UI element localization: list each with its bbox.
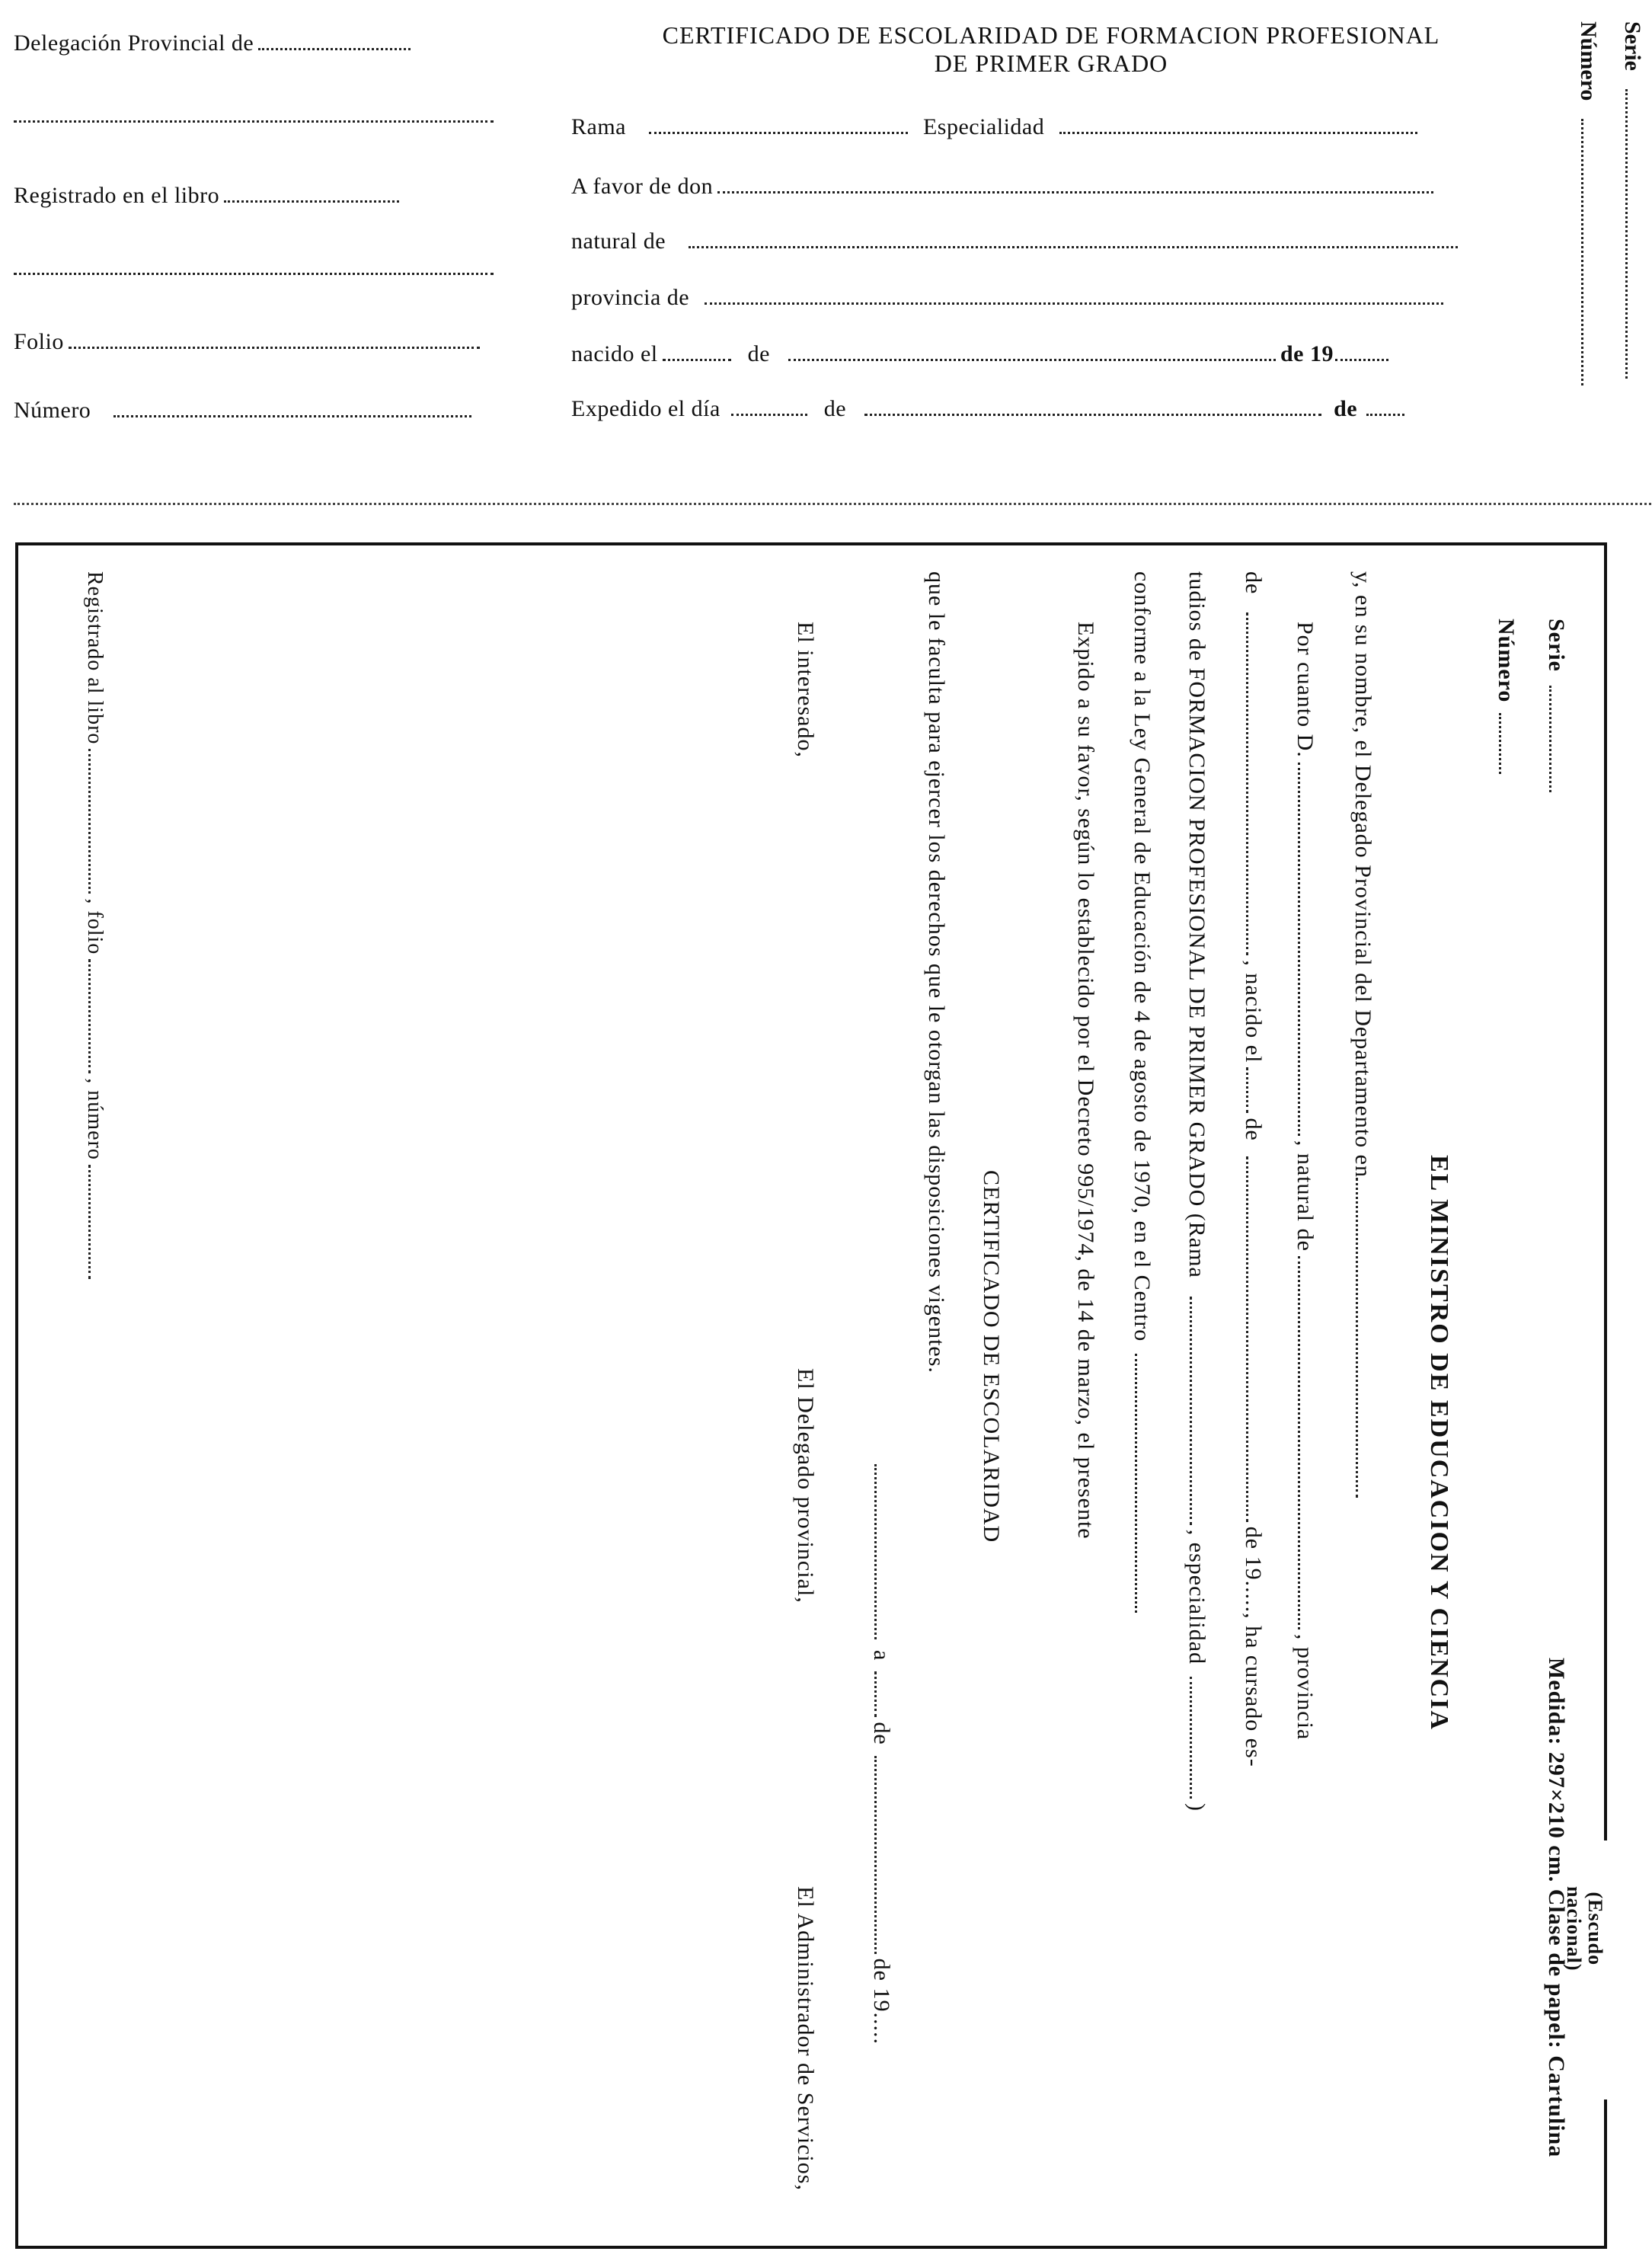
- stub-registrado: [14, 183, 404, 209]
- fill-line[interactable]: [649, 132, 908, 134]
- fill-line[interactable]: [69, 347, 480, 349]
- fill-line[interactable]: [1190, 1677, 1192, 1799]
- fill-line[interactable]: [705, 302, 1443, 305]
- stub-natural-label: natural de: [571, 229, 666, 254]
- fill-line[interactable]: [258, 48, 411, 50]
- cert-interesado: El interesado,: [793, 622, 818, 758]
- certificate-body: [18, 545, 1604, 2246]
- fill-line[interactable]: [88, 749, 91, 894]
- fill-line[interactable]: [1335, 359, 1388, 361]
- stub-serie-vertical: [1619, 21, 1645, 383]
- cert-ministry: EL MINISTRO DE EDUCACION Y CIENCIA: [1425, 1155, 1453, 1731]
- stub-numero-label: Número: [14, 398, 91, 423]
- stub-serie-label: Serie: [1620, 21, 1645, 71]
- fill-line[interactable]: [1549, 686, 1551, 792]
- stub-title-line1: CERTIFICADO DE ESCOLARIDAD DE FORMACION PROFESIONAL: [662, 21, 1440, 49]
- cert-date-a: a: [869, 1650, 894, 1661]
- fill-line[interactable]: [874, 1464, 877, 1639]
- cert-date-row: [868, 1460, 894, 2045]
- stub-delegacion: [14, 30, 415, 56]
- stub-expedido-de: de: [823, 396, 847, 421]
- cert-de-row: [1240, 571, 1266, 1767]
- cert-numero: [1493, 619, 1519, 779]
- fill-line[interactable]: [874, 1671, 877, 1717]
- cert-por-cuanto-row: [1292, 622, 1318, 1740]
- stub-delegacion-label: Delegación Provincial de: [14, 30, 254, 56]
- stub-folio-label: Folio: [14, 329, 64, 354]
- fill-line[interactable]: [874, 1756, 877, 1954]
- fill-line[interactable]: [1366, 414, 1404, 416]
- stub-expedido-row: [571, 396, 1409, 422]
- fill-line[interactable]: [689, 246, 1458, 248]
- cert-medida: Medida: 297×210 cm. Clase de papel: Cartulina: [1544, 1658, 1569, 2158]
- fill-line[interactable]: [88, 1165, 91, 1279]
- cert-especialidad: , especialidad: [1184, 1529, 1209, 1665]
- fill-line[interactable]: [224, 200, 399, 203]
- fill-line[interactable]: [663, 359, 731, 361]
- cert-numero-label: Número: [1494, 619, 1519, 703]
- stub-numero: [14, 398, 476, 424]
- stub-blank-line-2[interactable]: [14, 273, 494, 275]
- cert-natural-de: , natural de: [1293, 1140, 1318, 1252]
- stub-title: [609, 21, 1493, 78]
- cert-conforme: conforme a la Ley General de Educación de 4 de agosto de 1970, en el Centro: [1130, 571, 1155, 1342]
- cert-por-cuanto: Por cuanto D.: [1293, 622, 1318, 758]
- stub-nacido-de19: de 19: [1280, 341, 1334, 366]
- stub-afavor-label: A favor de don: [571, 174, 714, 199]
- fill-line[interactable]: [113, 415, 471, 417]
- stub-expedido-de2: de: [1334, 396, 1358, 421]
- stub-numero-vlabel: Número: [1576, 21, 1601, 101]
- cert-date-de19: de 19.....: [869, 1958, 894, 2045]
- stub-expedido-label: Expedido el día: [571, 396, 721, 421]
- cert-expido: Expido a su favor, según lo establecido por el Decreto 995/1974, de 14 de marzo, el presente: [1073, 622, 1098, 1540]
- stub-provincia-row: [571, 285, 1448, 311]
- fill-line[interactable]: [1059, 132, 1417, 134]
- cert-date-de: de: [869, 1722, 894, 1745]
- fill-line[interactable]: [1135, 1354, 1137, 1613]
- cert-serie-label: Serie: [1544, 619, 1569, 672]
- fill-line[interactable]: [1298, 763, 1300, 1136]
- fill-line[interactable]: [1246, 1156, 1248, 1522]
- stub-folio: [14, 329, 484, 355]
- fill-line[interactable]: [788, 359, 1276, 361]
- fill-line[interactable]: [864, 414, 1321, 416]
- stub-numero-vertical: [1575, 21, 1601, 390]
- stub-especialidad-label: Especialidad: [922, 114, 1045, 139]
- fill-line[interactable]: [1190, 1297, 1192, 1525]
- cert-nombre-text: y, en su nombre, el Delegado Provincial del Departamento en: [1350, 571, 1376, 1178]
- stub-nacido-label: nacido el: [571, 341, 658, 366]
- stub-provincia-label: provincia de: [571, 285, 690, 310]
- cert-de2: de: [1241, 1118, 1266, 1141]
- stub-blank-line-1[interactable]: [14, 120, 494, 123]
- cert-line-nombre: [1350, 571, 1376, 1502]
- cert-conforme-row: [1129, 571, 1155, 1617]
- escudo-line2: nacional): [1563, 1886, 1585, 1972]
- stub-nacido-row: [571, 341, 1393, 367]
- fill-line[interactable]: [1246, 612, 1248, 955]
- cert-registrado-row: [82, 571, 107, 1284]
- cert-tudios-row: [1184, 571, 1209, 1812]
- stub-title-line2: DE PRIMER GRADO: [934, 50, 1168, 77]
- stub-rama-label: Rama: [571, 114, 626, 139]
- fill-line[interactable]: [1246, 1067, 1248, 1113]
- fill-line[interactable]: [1581, 119, 1583, 385]
- stub-afavor-row: [571, 174, 1438, 200]
- cert-close-paren: ): [1184, 1803, 1209, 1812]
- cert-nacido-el: , nacido el: [1241, 960, 1266, 1063]
- stub-registrado-label: Registrado en el libro: [14, 183, 220, 208]
- cert-faculta: que le faculta para ejercer los derechos que le otorgan las disposiciones vigentes.: [924, 571, 949, 1374]
- escudo-line1: (Escudo: [1584, 1892, 1606, 1966]
- cert-numero-reg: , número: [83, 1078, 107, 1160]
- cert-folio: , folio: [83, 898, 107, 955]
- fill-line[interactable]: [1625, 89, 1628, 379]
- cert-de19: de 19....., ha cursado es-: [1241, 1526, 1266, 1767]
- cert-delegado: El Delegado provincial,: [793, 1368, 818, 1604]
- fill-line[interactable]: [1356, 1178, 1358, 1498]
- tear-off-line: [14, 503, 1651, 505]
- stub-natural-row: [571, 229, 1462, 254]
- cert-provincia: , provincia: [1293, 1633, 1318, 1741]
- fill-line[interactable]: [1499, 713, 1501, 774]
- cert-serie: [1543, 619, 1569, 797]
- fill-line[interactable]: [88, 959, 91, 1073]
- escudo-nacional: [1563, 1886, 1606, 1972]
- cert-escolaridad-title: CERTIFICADO DE ESCOLARIDAD: [979, 1170, 1004, 1543]
- cert-administrador: El Administrador de Servicios,: [793, 1886, 818, 2191]
- stub-rama-row: [571, 114, 1422, 140]
- certificate-panel: [15, 542, 1607, 2249]
- fill-line[interactable]: [1298, 1256, 1300, 1629]
- fill-line[interactable]: [731, 414, 807, 416]
- cert-tudios: tudios de FORMACION PROFESIONAL DE PRIMER GRADO (Rama: [1184, 571, 1209, 1278]
- stub-nacido-de: de: [747, 341, 770, 366]
- fill-line[interactable]: [717, 191, 1433, 193]
- cert-de: de: [1241, 571, 1266, 595]
- cert-registrado: Registrado al libro: [83, 571, 107, 745]
